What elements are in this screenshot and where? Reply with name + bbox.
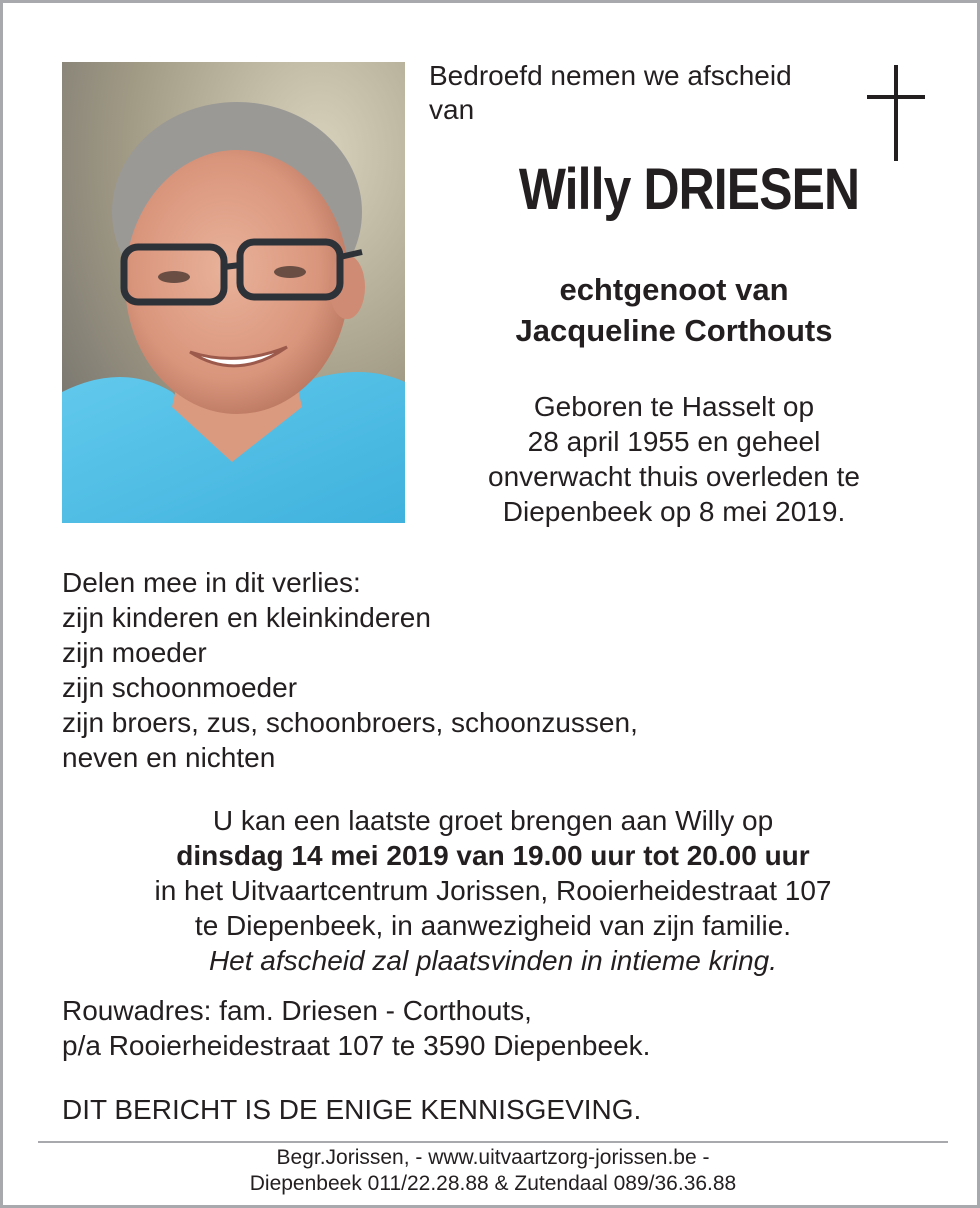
born-line: Diepenbeek op 8 mei 2019. <box>502 496 846 527</box>
visit-datetime: dinsdag 14 mei 2019 van 19.00 uur tot 20.00 uur <box>176 840 810 871</box>
portrait-illustration <box>62 62 405 523</box>
portrait-photo <box>62 62 405 523</box>
footer-line: Diepenbeek 011/22.28.88 & Zutendaal 089/36.36.88 <box>249 1172 737 1195</box>
spouse-text <box>429 269 919 351</box>
intro-line: Bedroefd nemen we afscheid <box>429 60 792 91</box>
spouse-line: echtgenoot van <box>559 272 789 307</box>
birth-death-text <box>429 389 919 529</box>
intro-line: van <box>429 94 475 125</box>
mourning-address <box>62 993 922 1063</box>
family-line: zijn schoonmoeder <box>62 672 298 703</box>
intro-text <box>429 59 849 127</box>
family-line: zijn moeder <box>62 637 207 668</box>
family-line: Delen mee in dit verlies: <box>62 567 361 598</box>
footer-line: Begr.Jorissen, - www.uitvaartzorg-jorissen.be - <box>276 1146 710 1169</box>
notice-text: DIT BERICHT IS DE ENIGE KENNISGEVING. <box>62 1094 642 1125</box>
born-line: Geboren te Hasselt op <box>533 391 815 422</box>
family-line: neven en nichten <box>62 742 276 773</box>
visit-line: U kan een laatste groet brengen aan Willy op <box>212 805 774 836</box>
visit-line: te Diepenbeek, in aanwezigheid van zijn familie. <box>194 910 792 941</box>
family-line: zijn broers, zus, schoonbroers, schoonzussen, <box>62 707 638 738</box>
deceased-name: Willy DRIESEN <box>518 157 860 222</box>
visit-line: in het Uitvaartcentrum Jorissen, Rooierheidestraat 107 <box>154 875 832 906</box>
cross-icon <box>867 65 925 161</box>
visit-note: Het afscheid zal plaatsvinden in intieme kring. <box>208 945 778 976</box>
footer-divider <box>38 1141 948 1143</box>
family-list <box>62 565 922 775</box>
born-line: 28 april 1955 en geheel <box>527 426 821 457</box>
address-line: p/a Rooierheidestraat 107 te 3590 Diepenbeek. <box>62 1030 651 1061</box>
spouse-name: Jacqueline Corthouts <box>515 313 833 348</box>
born-line: onverwacht thuis overleden te <box>488 461 860 492</box>
visitation-info <box>43 803 943 978</box>
family-line: zijn kinderen en kleinkinderen <box>62 602 431 633</box>
address-line: Rouwadres: fam. Driesen - Corthouts, <box>62 995 532 1026</box>
footer <box>38 1145 948 1197</box>
